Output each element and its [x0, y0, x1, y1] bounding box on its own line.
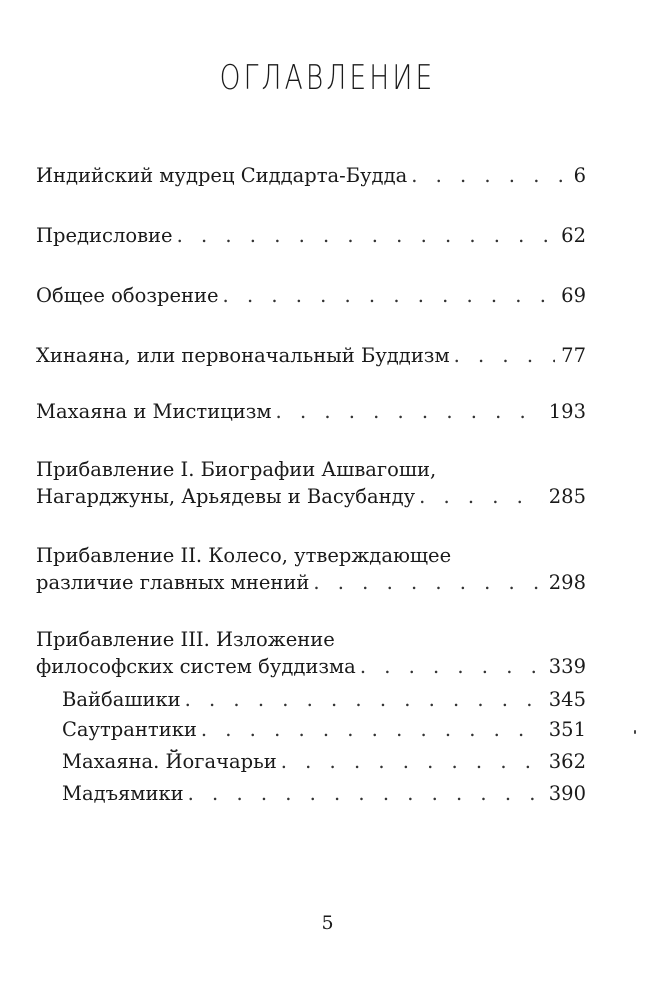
- entry-title: различие главных мнений: [36, 571, 310, 594]
- page-title: ОГЛАВЛЕНИЕ: [219, 58, 436, 98]
- page-number: 69: [561, 284, 586, 307]
- dot-leader: [419, 485, 543, 508]
- dot-leader: [360, 655, 543, 678]
- dot-leader: [411, 164, 567, 187]
- page-number: 62: [561, 224, 586, 247]
- page-number: 77: [561, 344, 586, 367]
- toc-entry: [36, 544, 586, 594]
- page-number: 285: [548, 485, 586, 508]
- entry-title: Нагарджуны, Арьядевы и Васубанду: [36, 485, 416, 508]
- dot-leader: [185, 688, 543, 711]
- entry-title: Вайбашики: [62, 688, 181, 711]
- page-folio: 5: [321, 912, 334, 934]
- dot-leader: [177, 224, 556, 247]
- toc-subentry: [62, 782, 586, 805]
- toc-entry: [36, 400, 586, 423]
- toc-entry: [36, 224, 586, 247]
- entry-title: Хинаяна, или первоначальный Буддизм: [36, 344, 450, 367]
- page-number: 298: [548, 571, 586, 594]
- toc-entry: [36, 164, 586, 187]
- entry-title: Саутрантики: [62, 718, 197, 741]
- dot-leader: [313, 571, 542, 594]
- toc-entry: [36, 284, 586, 307]
- dot-leader: [454, 344, 556, 367]
- entry-title: Мадъямики: [62, 782, 184, 805]
- page-number: 339: [548, 655, 586, 678]
- print-speck: [634, 730, 636, 734]
- entry-title: Предисловие: [36, 224, 173, 247]
- entry-title: Махаяна и Мистицизм: [36, 400, 272, 423]
- toc-entry: [36, 344, 586, 367]
- dot-leader: [201, 718, 543, 741]
- page-number: 6: [573, 164, 586, 187]
- dot-leader: [281, 750, 543, 773]
- entry-title: философских систем буддизма: [36, 655, 356, 678]
- toc-entry: [36, 458, 586, 508]
- page-number: 390: [548, 782, 586, 805]
- page-number: 362: [548, 750, 586, 773]
- dot-leader: [223, 284, 556, 307]
- entry-title-line1: Прибавление II. Колесо, утверждающее: [36, 544, 452, 567]
- entry-title-line1: Прибавление I. Биографии Ашвагоши,: [36, 458, 437, 481]
- dot-leader: [188, 782, 543, 805]
- entry-title-line1: Прибавление III. Изложение: [36, 628, 335, 651]
- toc-subentry: [62, 688, 586, 711]
- toc-entry: [36, 628, 586, 678]
- entry-title: Индийский мудрец Сиддарта-Будда: [36, 164, 408, 187]
- toc-subentry: [62, 718, 586, 741]
- dot-leader: [276, 400, 543, 423]
- page-number: 193: [548, 400, 586, 423]
- page-number: 345: [548, 688, 586, 711]
- page-number: 351: [548, 718, 586, 741]
- entry-title: Махаяна. Йогачарьи: [62, 750, 277, 773]
- entry-title: Общее обозрение: [36, 284, 219, 307]
- toc-subentry: [62, 750, 586, 773]
